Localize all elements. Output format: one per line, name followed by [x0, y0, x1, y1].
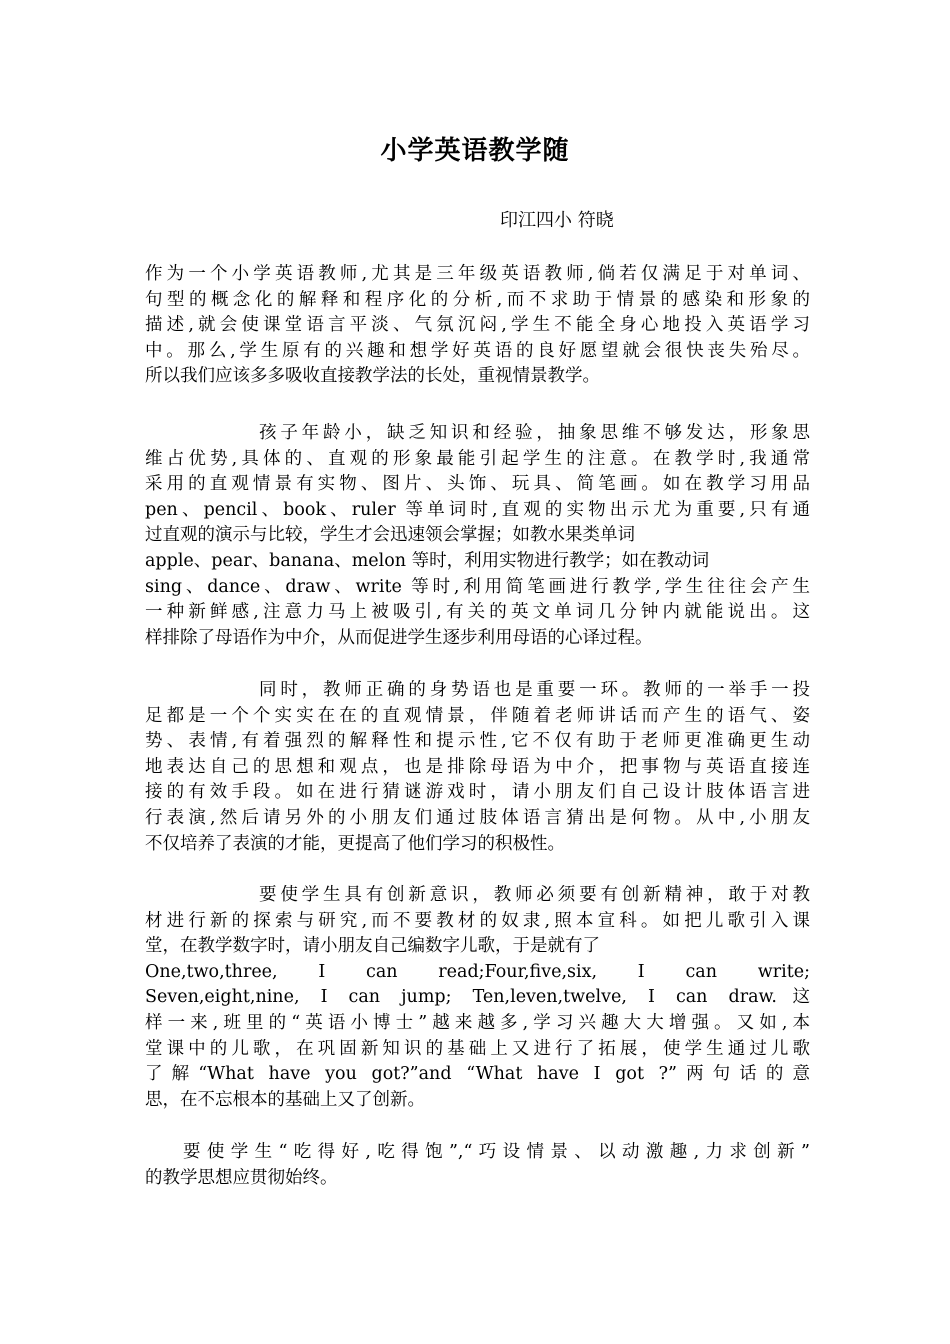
paragraph-line: 材进行新的探索与研究,而不要教材的奴隶,照本宣科。如把儿歌引入课: [145, 910, 810, 931]
paragraph-4: [145, 883, 810, 1113]
paragraph-line: 要使学生“吃得好,吃得饱”,“巧设情景、以动激趣,力求创新”: [183, 1142, 810, 1162]
paragraph-line: 足都是一个个实实在在的直观情景，伴随着老师讲话而产生的语气、姿: [145, 705, 810, 726]
paragraph-line: 描述,就会使课堂语言平淡、气氛沉闷,学生不能全身心地投入英语学习: [145, 315, 810, 336]
paragraph-line: 作为一个小学英语教师,尤其是三年级英语教师,倘若仅满足于对单词、: [145, 264, 810, 284]
paragraph-line: 样排除了母语作为中介，从而促进学生逐步利用母语的心译过程。: [145, 627, 653, 648]
paragraph-line: 中。那么,学生原有的兴趣和想学好英语的良好愿望就会很快丧失殆尽。: [145, 340, 810, 361]
paragraph-line: 堂课中的儿歌，在巩固新知识的基础上又进行了拓展，使学生通过儿歌: [145, 1038, 810, 1059]
paragraph-line: apple、pear、banana、melon 等时，利用实物进行教学；如在教动词: [145, 550, 710, 571]
paragraph-line: 所以我们应该多多吸收直接教学法的长处，重视情景教学。: [145, 366, 600, 387]
paragraph-line: 一种新鲜感,注意力马上被吸引,有关的英文单词几分钟内就能说出。这: [145, 602, 810, 623]
paragraph-3: [145, 678, 810, 857]
paragraph-line: 孩子年龄小，缺乏知识和经验，抽象思维不够发达，形象思: [259, 423, 810, 443]
paragraph-line: 势、表情,有着强烈的解释性和提示性,它不仅有助于老师更准确更生动: [145, 731, 810, 752]
paragraph-line: sing、dance、draw、write 等时,利用简笔画进行教学,学生往往会产生: [145, 576, 810, 597]
paragraph-line: 行表演,然后请另外的小朋友们通过肢体语言猜出是何物。从中,小朋友: [145, 807, 810, 828]
paragraph-line: Seven,eight,nine, I can jump; Ten,leven,twelve, I can draw.这: [145, 987, 810, 1008]
paragraph-line: 要使学生具有创新意识，教师必须要有创新精神，敢于对教: [259, 885, 810, 905]
paragraph-line: 不仅培养了表演的才能，更提高了他们学习的积极性。: [145, 833, 565, 854]
paragraph-line: One,two,three, I can read;Four,five,six, I can write;: [145, 961, 810, 982]
paragraph-line: 了解“What have you got?”and “What have I got ?”两句话的意: [145, 1064, 810, 1085]
paragraph-line: 样一来,班里的“英语小博士”越来越多,学习兴趣大大增强。又如,本: [145, 1012, 810, 1033]
paragraph-5: [145, 1140, 810, 1191]
paragraph-line: 堂，在教学数字时，请小朋友自己编数字儿歌，于是就有了: [145, 936, 600, 957]
author-byline: 印江四小 符晓: [500, 210, 614, 231]
paragraph-line: 维占优势,具体的、直观的形象最能引起学生的注意。在教学时,我通常: [145, 448, 810, 469]
paragraph-line: 接的有效手段。如在进行猜谜游戏时，请小朋友们自己设计肢体语言进: [145, 782, 810, 803]
paragraph-line: 的教学思想应贯彻始终。: [145, 1167, 338, 1188]
paragraph-line: pen、pencil、book、ruler 等单词时,直观的实物出示尤为重要,只有通: [145, 499, 810, 520]
paragraph-line: 采用的直观情景有实物、图片、头饰、玩具、简笔画。如在教学习用品: [145, 474, 810, 495]
paragraph-line: 地表达自己的思想和观点，也是排除母语为中介，把事物与英语直接连: [145, 756, 810, 777]
paragraph-1: [145, 262, 810, 390]
paragraph-line: 过直观的演示与比较，学生才会迅速领会掌握；如教水果类单词: [145, 525, 635, 546]
paragraph-line: 句型的概念化的解释和程序化的分析,而不求助于情景的感染和形象的: [145, 289, 810, 310]
document-title: 小学英语教学随: [380, 136, 570, 166]
paragraph-2: [145, 421, 810, 651]
paragraph-line: 同时，教师正确的身势语也是重要一环。教师的一举手一投: [259, 680, 810, 700]
paragraph-line: 思，在不忘根本的基础上又了创新。: [145, 1089, 425, 1110]
